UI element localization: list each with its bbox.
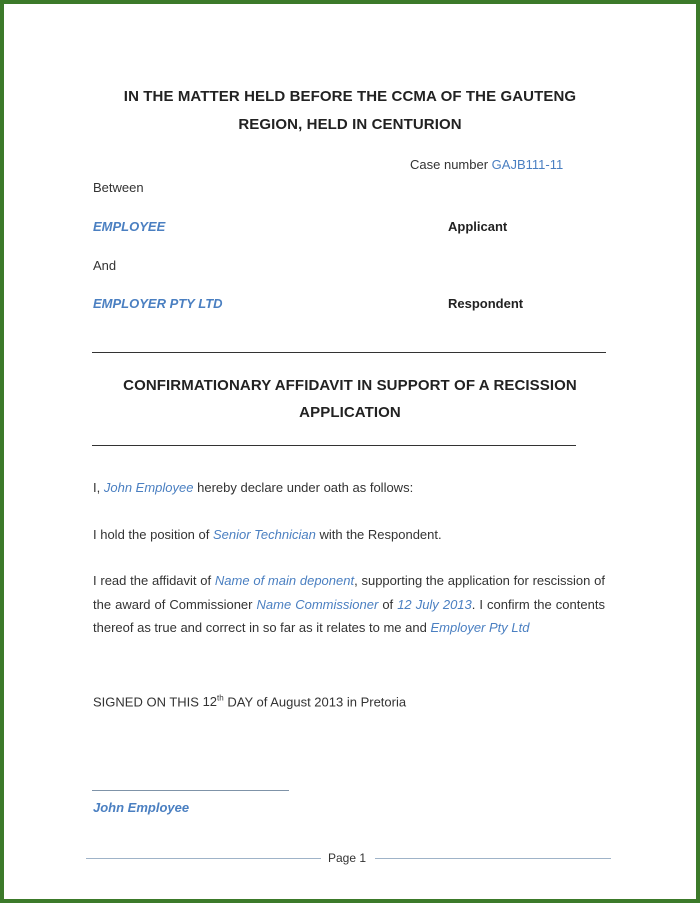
position-line (93, 523, 442, 547)
footer-line-right (375, 858, 611, 859)
affidavit-title-line-1: CONFIRMATIONARY AFFIDAVIT IN SUPPORT OF A RECISSION (123, 377, 577, 394)
section-divider (92, 352, 606, 353)
paragraph-part-4: . I confirm the contents thereof as true and correct in so far as it relates to me and (93, 596, 605, 635)
commissioner-name: Name Commissioner (256, 596, 379, 612)
job-title: Senior Technician (212, 527, 316, 542)
declaration-prefix: I, (93, 480, 101, 495)
applicant-name: EMPLOYEE (93, 219, 166, 234)
paragraph-part-2: , supporting the application for rescission of the award of Commissioner (93, 573, 605, 612)
signed-day-number: 12 (202, 694, 218, 710)
signed-line (93, 687, 406, 714)
affidavit-paragraph (93, 569, 605, 640)
heading-line-2: REGION, HELD IN CENTURION (238, 116, 462, 133)
heading-line-1: IN THE MATTER HELD BEFORE THE CCMA OF THE GAUTENG (123, 88, 577, 105)
declaration-line (93, 476, 413, 500)
paragraph-part-3: of (382, 596, 394, 612)
respondent-role: Respondent (448, 296, 524, 311)
signed-prefix: SIGNED ON THIS (93, 694, 199, 710)
footer-line-left (86, 858, 321, 859)
respondent-name: EMPLOYER PTY LTD (93, 296, 223, 311)
title-underline (92, 445, 576, 446)
document-page (4, 4, 696, 899)
position-prefix: I hold the position of (93, 527, 210, 542)
signature-line (92, 790, 289, 791)
position-suffix: with the Respondent. (319, 527, 442, 542)
affidavit-title-line-2: APPLICATION (299, 404, 401, 421)
paragraph-part-1: I read the affidavit of (93, 573, 212, 588)
page-number: Page 1 (328, 851, 367, 865)
declaration-suffix: hereby declare under oath as follows: (197, 480, 414, 495)
employer-name: Employer Pty Ltd (430, 620, 530, 635)
and-label: And (93, 258, 117, 273)
between-label: Between (93, 180, 144, 195)
case-number (410, 153, 563, 177)
signed-rest: DAY of August 2013 in Pretoria (227, 694, 407, 710)
case-number-value: GAJB111-11 (491, 157, 564, 172)
case-number-label: Case number (410, 157, 489, 172)
applicant-role: Applicant (448, 219, 508, 234)
signed-day-suffix: th (217, 694, 224, 703)
deponent-name: John Employee (103, 480, 194, 495)
signature-name: John Employee (93, 800, 190, 815)
award-date: 12 July 2013 (397, 596, 472, 612)
signed-day (203, 694, 224, 709)
main-deponent: Name of main deponent (214, 573, 355, 588)
